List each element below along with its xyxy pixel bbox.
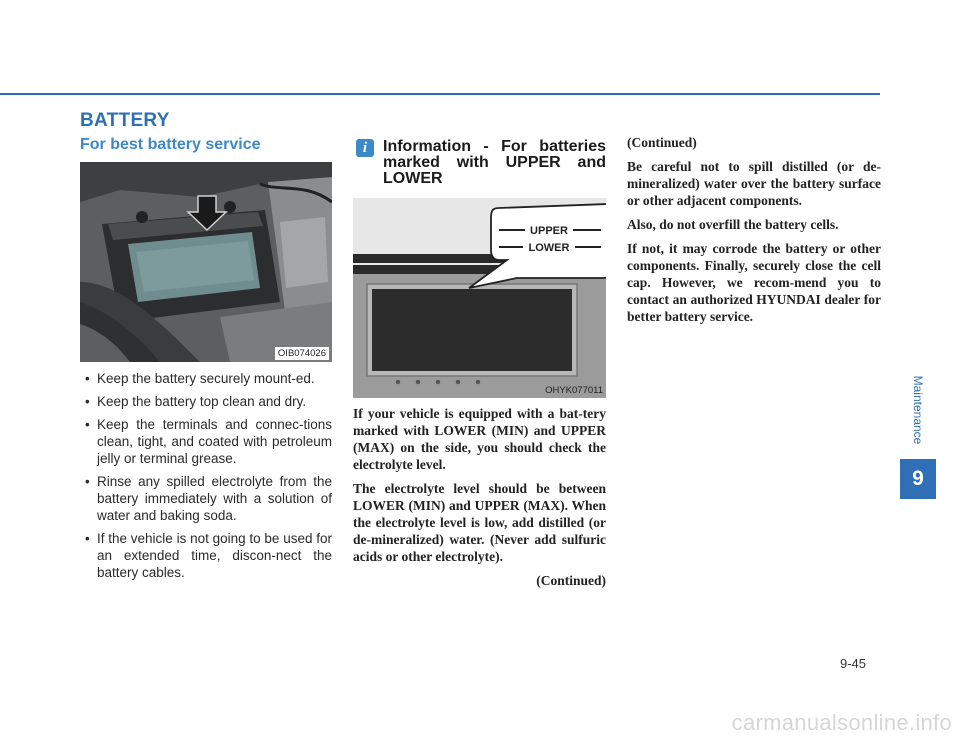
battery-photo-illustration <box>80 162 332 362</box>
watermark: carmanualsonline.info <box>731 710 952 735</box>
chapter-tab-label <box>911 365 925 455</box>
information-icon: i <box>356 139 374 157</box>
diagram-code: OHYK077011 <box>545 385 603 396</box>
paragraph: If not, it may corrode the battery or other components. Finally, securely close the cell cap. However, we recom-mend you to contact an authorized HYUNDAI dealer for better battery service. <box>627 241 881 324</box>
list-item: • Keep the battery top clean and dry. <box>80 393 332 410</box>
upper-label: UPPER <box>530 225 568 237</box>
continued-label: (Continued) <box>627 135 697 150</box>
chapter-tab-number: 9 <box>900 459 936 499</box>
subsection-title: For best battery service <box>80 136 261 153</box>
middle-column-text <box>353 405 606 596</box>
page-number: 9-45 <box>840 656 867 671</box>
battery-service-list <box>80 370 332 587</box>
photo-code: OIB074026 <box>275 347 329 360</box>
information-title: Information - For batteries marked with UPPER and LOWER <box>383 138 606 187</box>
paragraph: If your vehicle is equipped with a bat-tery marked with LOWER (MIN) and UPPER (MAX) on the side, you should check the electrolyte level. <box>353 406 606 472</box>
lower-label: LOWER <box>528 242 570 254</box>
header-rule <box>0 93 880 95</box>
paragraph: Be careful not to spill distilled (or de-mineralized) water over the battery surface or other adjacent components. <box>627 159 881 208</box>
list-item: • Keep the terminals and connec-tions clean, tight, and coated with petroleum jelly or terminal grease. <box>80 416 332 467</box>
list-item: • Keep the battery securely mount-ed. <box>80 370 332 387</box>
list-item: • If the vehicle is not going to be used for an extended time, discon-nect the battery cables. <box>80 530 332 581</box>
battery-level-diagram <box>353 198 606 398</box>
battery-photo <box>80 162 332 362</box>
paragraph: The electrolyte level should be between LOWER (MIN) and UPPER (MAX). When the electrolyte level is low, add distilled (or de-mineralized) water. (Never add sulfuric acids or other electrolyte). <box>353 481 606 564</box>
list-item: • Rinse any spilled electrolyte from the battery immediately with a solution of water and baking soda. <box>80 473 332 524</box>
section-title: BATTERY <box>80 110 170 131</box>
chapter-tab-label-text: Maintenance <box>911 375 925 445</box>
paragraph: Also, do not overfill the battery cells. <box>627 217 839 232</box>
right-column-text <box>627 134 881 332</box>
continued-label: (Continued) <box>536 573 606 588</box>
battery-diagram-illustration <box>353 198 606 398</box>
